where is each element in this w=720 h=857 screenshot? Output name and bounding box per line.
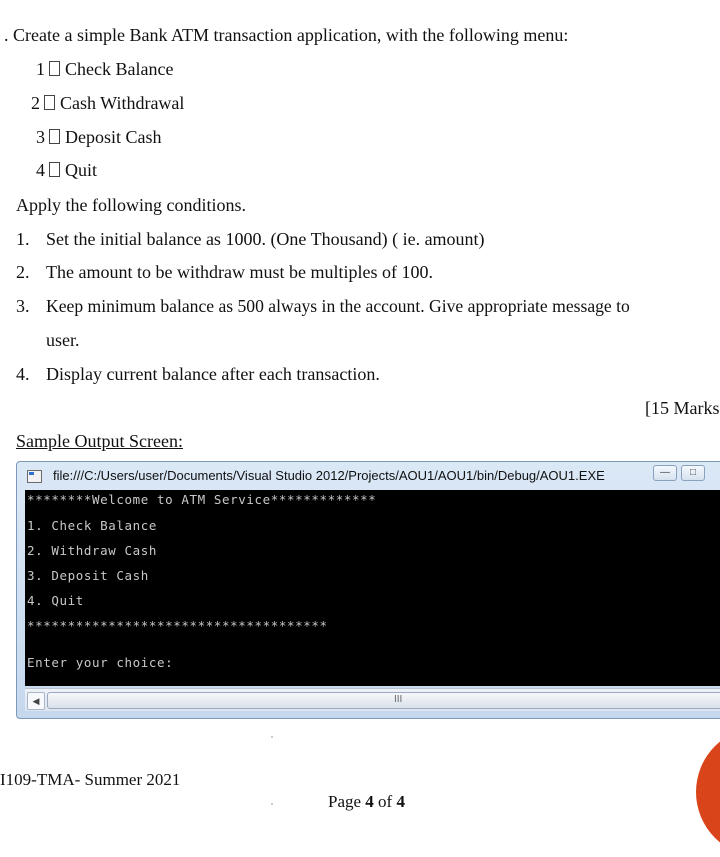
condition-4 [0,363,720,385]
condition-text: Keep minimum balance as 500 always in the account. Give appropriate message to [46,296,630,316]
minimize-button[interactable]: — [653,465,677,481]
console-line-option-1: 1. Check Balance [27,518,158,533]
checkbox-glyph [49,129,60,144]
orange-circle [696,727,720,857]
console-screen [25,490,720,686]
marks-label: [15 Marks [645,398,720,418]
menu-item-check-balance [36,58,173,80]
console-line-option-4: 4. Quit [27,593,84,608]
console-line-separator: ************************************* [27,618,328,633]
checkbox-glyph [49,162,60,177]
console-titlebar [17,462,720,490]
condition-number: 4. [16,364,30,384]
page-current: 4 [365,792,374,811]
menu-label: Check Balance [65,59,174,79]
condition-1 [0,228,720,250]
course-footer: I109-TMA- Summer 2021 [0,770,181,789]
menu-item-deposit-cash [36,126,162,148]
menu-item-quit [36,159,97,181]
condition-number: 1. [16,229,30,249]
conditions-heading: Apply the following conditions. [16,195,246,215]
condition-number: 2. [16,262,30,282]
page-number [328,791,405,813]
menu-label: Cash Withdrawal [60,93,185,113]
console-line-option-2: 2. Withdraw Cash [27,543,158,558]
condition-3-continuation: user. [46,330,80,350]
condition-number: 3. [16,296,30,316]
console-line-welcome: ********Welcome to ATM Service************* [27,492,377,507]
checkbox-glyph [44,95,55,110]
condition-text: Set the initial balance as 1000. (One Thousand) ( ie. amount) [46,229,485,249]
question-intro: . Create a simple Bank ATM transaction application, with the following menu: [4,25,569,45]
console-window [16,461,720,719]
page-of: of [373,792,397,811]
menu-item-cash-withdrawal [31,92,184,114]
condition-3 [0,295,720,317]
console-title: file:///C:/Users/user/Documents/Visual Studio 2012/Projects/AOU1/AOU1/bin/Debug/AOU1.EXE [53,468,605,483]
console-line-option-3: 3. Deposit Cash [27,568,149,583]
menu-label: Quit [65,160,98,180]
scroll-grip: III [394,694,403,705]
condition-text: The amount to be withdraw must be multiples of 100. [46,262,433,282]
horizontal-scrollbar[interactable] [25,688,720,711]
maximize-button[interactable]: □ [681,465,705,481]
menu-number: 4 [36,160,45,180]
menu-label: Deposit Cash [65,127,162,147]
checkbox-glyph [49,61,60,76]
scroll-left-arrow-icon[interactable]: ◀ [27,692,45,710]
condition-text: Display current balance after each transaction. [46,364,380,384]
menu-number: 2 [31,93,40,113]
menu-number: 3 [36,127,45,147]
page-prefix: Page [328,792,366,811]
page-total: 4 [396,792,405,811]
console-app-icon [27,470,42,483]
sample-output-heading [16,430,183,452]
condition-2 [0,261,720,283]
menu-number: 1 [36,59,45,79]
console-line-prompt: Enter your choice: [27,655,174,670]
sample-output-heading-text: Sample Output Screen: [16,431,183,451]
scroll-thumb[interactable] [47,692,720,709]
